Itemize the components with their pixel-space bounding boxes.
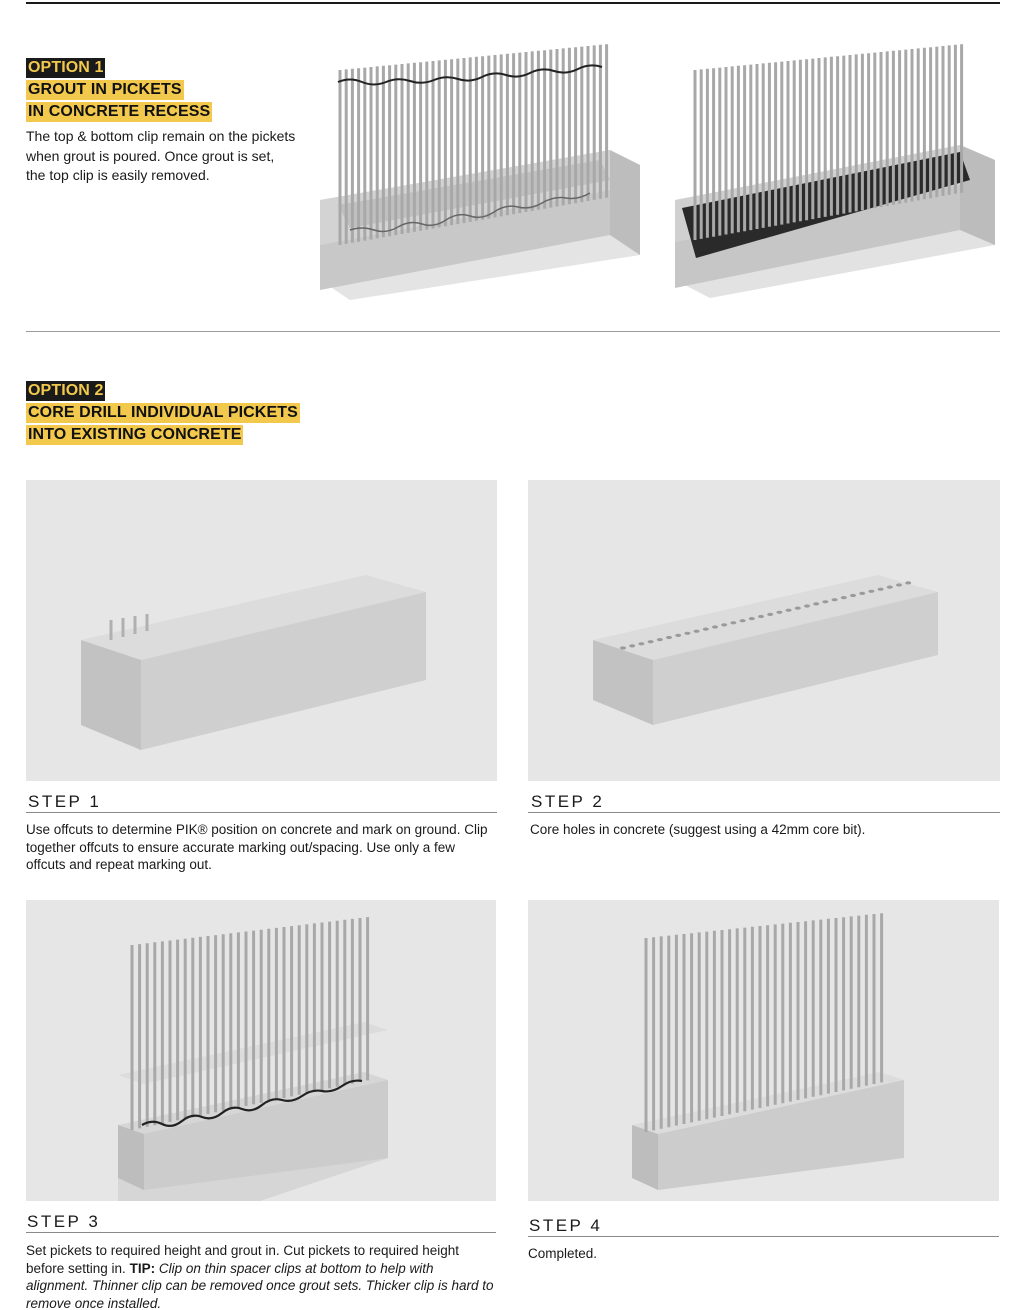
step3-tip-label: TIP: bbox=[129, 1260, 156, 1276]
step3-description bbox=[26, 1242, 498, 1310]
core-hole bbox=[859, 592, 865, 595]
core-hole bbox=[832, 598, 838, 601]
step4-title: STEP 4 bbox=[529, 1216, 603, 1235]
option1-title-line1: GROUT IN PICKETS bbox=[28, 81, 182, 98]
step1-description: Use offcuts to determine PIK® position on concrete and mark on ground. Clip together offcuts to ensure accurate marking out/spacing. Use only a few offcuts and repeat marking out. bbox=[26, 822, 488, 872]
core-hole bbox=[730, 621, 736, 624]
core-hole bbox=[721, 623, 727, 626]
core-hole bbox=[638, 642, 644, 645]
core-hole bbox=[767, 613, 773, 616]
option2-heading bbox=[26, 381, 300, 447]
step3-image bbox=[26, 900, 496, 1201]
core-hole bbox=[712, 625, 718, 628]
step2-image bbox=[528, 480, 1000, 781]
core-hole bbox=[675, 634, 681, 637]
core-hole bbox=[703, 628, 709, 631]
step3-description-main: Set pickets to required height and grout in. Cut pickets to required height before setting in. bbox=[26, 1243, 460, 1276]
section-divider bbox=[26, 331, 1000, 332]
option2-title-line1: CORE DRILL INDIVIDUAL PICKETS bbox=[28, 404, 298, 421]
core-hole bbox=[887, 586, 893, 589]
option1-recess-illustration bbox=[310, 30, 650, 305]
core-hole bbox=[666, 636, 672, 639]
step4-rule bbox=[528, 1236, 999, 1237]
core-hole bbox=[850, 594, 856, 597]
core-hole bbox=[795, 607, 801, 610]
step3-rule bbox=[26, 1232, 496, 1233]
option1-heading bbox=[26, 58, 212, 124]
top-divider bbox=[26, 2, 1000, 4]
core-hole bbox=[749, 617, 755, 620]
step4-image bbox=[528, 900, 999, 1201]
core-hole bbox=[878, 588, 884, 591]
core-hole bbox=[786, 609, 792, 612]
core-hole bbox=[657, 638, 663, 641]
step2-title: STEP 2 bbox=[531, 792, 605, 811]
option1-title-line2: IN CONCRETE RECESS bbox=[28, 103, 211, 120]
core-hole bbox=[694, 630, 700, 633]
step1-rule bbox=[26, 812, 497, 813]
step2-rule bbox=[528, 812, 1000, 813]
step1-image bbox=[26, 480, 497, 781]
core-hole bbox=[813, 602, 819, 605]
core-hole bbox=[905, 581, 911, 584]
step3-tip-text: Clip on thin spacer clips at bottom to help with alignment. Thinner clip can be removed once grout sets. Thicker clip is hard to remove once installed. bbox=[26, 1260, 494, 1310]
step3-title: STEP 3 bbox=[27, 1212, 101, 1231]
step2-description: Core holes in concrete (suggest using a 42mm core bit). bbox=[530, 822, 866, 837]
core-hole bbox=[684, 632, 690, 635]
step4-description: Completed. bbox=[528, 1246, 598, 1261]
core-hole bbox=[776, 611, 782, 614]
core-hole bbox=[758, 615, 764, 618]
option1-tag: OPTION 1 bbox=[28, 59, 104, 76]
core-hole bbox=[740, 619, 746, 622]
option1-description: The top & bottom clip remain on the pickets when grout is poured. Once grout is set, the top clip is easily removed. bbox=[26, 128, 296, 183]
core-hole bbox=[841, 596, 847, 599]
core-hole bbox=[868, 590, 874, 593]
core-hole bbox=[896, 583, 902, 586]
option2-title-line2: INTO EXISTING CONCRETE bbox=[28, 426, 242, 443]
option1-grouted-illustration bbox=[670, 30, 1000, 305]
core-hole bbox=[620, 646, 626, 649]
option2-tag: OPTION 2 bbox=[28, 382, 104, 399]
step1-title: STEP 1 bbox=[28, 792, 102, 811]
core-hole bbox=[629, 644, 635, 647]
core-hole bbox=[648, 640, 654, 643]
core-hole bbox=[822, 600, 828, 603]
core-hole bbox=[804, 604, 810, 607]
